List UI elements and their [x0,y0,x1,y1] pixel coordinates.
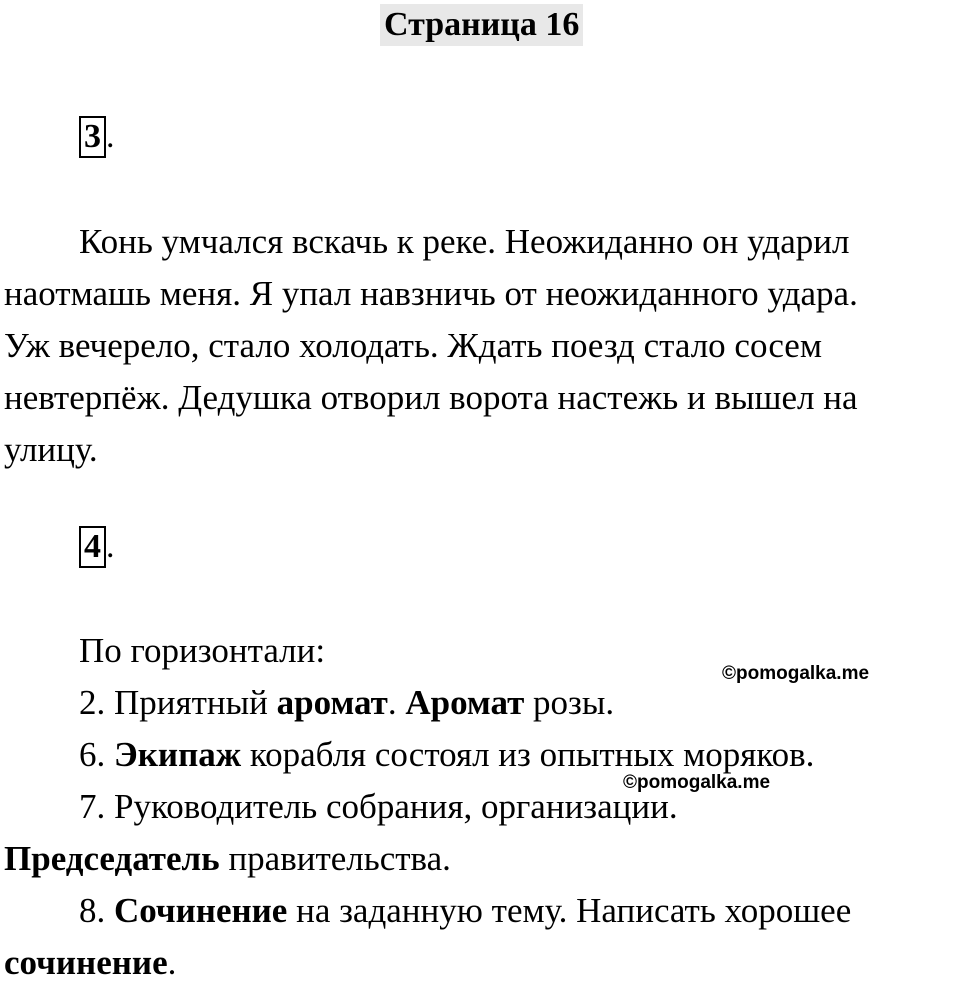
task-number-box: 3 [79,116,106,158]
task3-line-5: улицу. [4,430,98,469]
page-title: Страница 16 [380,4,583,46]
crossword-item-8 [79,885,851,937]
item2-suffix: розы. [524,683,615,722]
task-number-box: 4 [79,526,106,568]
task3-line-4: невтерпёж. Дедушка отворил ворота настежь и вышел на [4,378,858,417]
watermark: ©pomogalka.me [623,772,771,793]
task3-line-2: наотмашь меня. Я упал навзничь от неожиданного удара. [4,274,858,313]
item7-suffix: правительства. [219,839,451,878]
item8-end: . [167,943,177,982]
item8-bold: Сочинение [114,891,288,930]
crossword-item-7: 7. Руководитель собрания, организации. [79,787,678,826]
crossword-heading: По горизонтали: [79,631,326,670]
task-number-dot: . [106,118,115,155]
item2-prefix: 2. Приятный [79,683,277,722]
watermark: ©pomogalka.me [722,663,870,684]
task3-line-3: Уж вечерело, стало холодать. Ждать поезд стало сосем [4,326,822,365]
task3-line-1: Конь умчался вскачь к реке. Неожиданно он ударил [79,222,850,261]
crossword-item-2 [79,677,614,729]
task-number-3 [79,116,115,158]
item6-prefix: 6. [79,735,114,774]
item6-bold: Экипаж [114,735,242,774]
item8-suffix: на заданную тему. Написать хорошее [287,891,852,930]
item6-suffix: корабля состоял из опытных моряков. [241,735,815,774]
crossword-item-7-example [4,833,451,885]
crossword-item-8-cont [4,937,176,989]
item2-bold-1: аромат [276,683,388,722]
item2-mid: . [387,683,406,722]
item8-bold-2: сочинение [4,943,168,982]
task-number-dot: . [106,528,115,565]
task-number-4 [79,526,115,568]
item7-bold: Председатель [4,839,220,878]
item2-bold-2: Аромат [405,683,525,722]
item8-prefix: 8. [79,891,114,930]
